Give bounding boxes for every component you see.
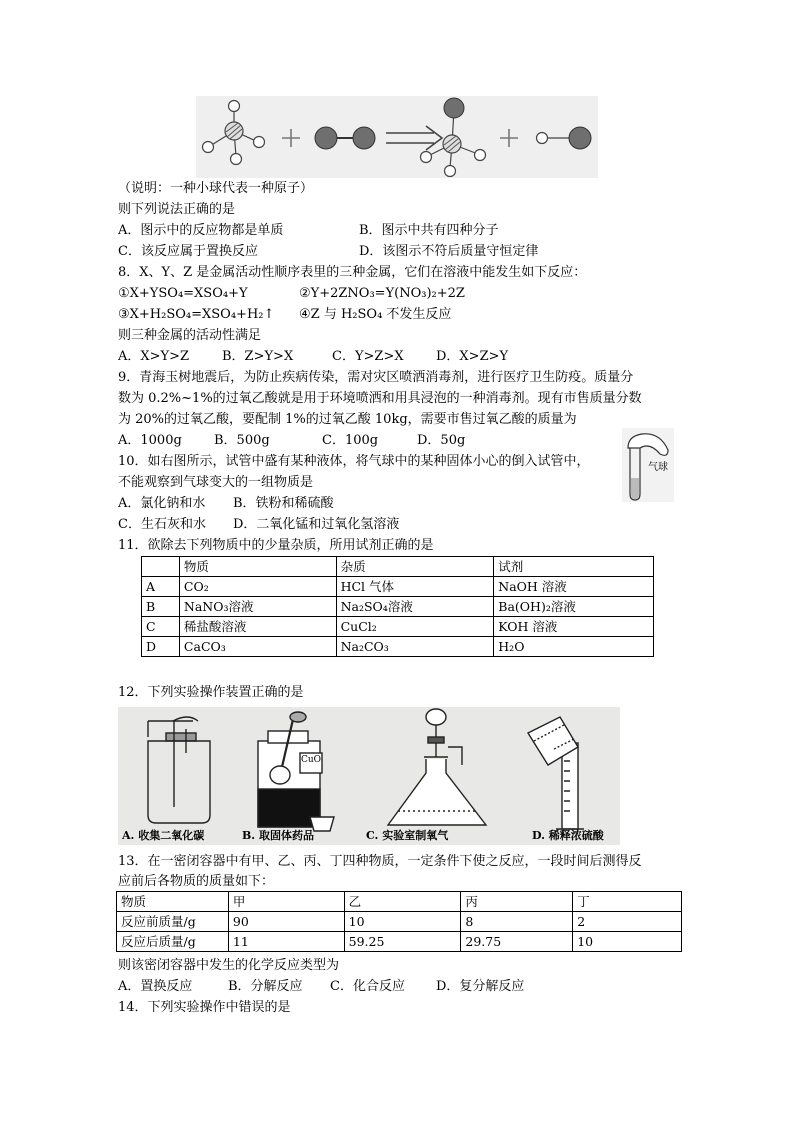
table-cell: KOH 溶液 xyxy=(494,617,654,637)
table-header-cell: 物质 xyxy=(179,557,336,577)
q13-option-c: C．化合反应 xyxy=(330,979,405,994)
molecule-reaction-figure xyxy=(196,96,598,178)
table-cell: 90 xyxy=(228,912,344,932)
table-cell: H₂O xyxy=(494,637,654,657)
table-row xyxy=(117,912,682,932)
table-header-cell: 丙 xyxy=(461,892,573,912)
q12-caption-d: D. 稀释浓硫酸 xyxy=(532,829,604,842)
table-cell: NaOH 溶液 xyxy=(494,577,654,597)
table-cell: C xyxy=(142,617,180,637)
q8-reaction-2: ②Y+2ZNO₃=Y(NO₃)₂+2Z xyxy=(299,286,465,301)
table-cell: B xyxy=(142,597,180,617)
q9-option-c: C．100g xyxy=(322,433,379,448)
table-cell: Na₂SO₄溶液 xyxy=(336,597,494,617)
q12-stem: 12．下列实验操作装置正确的是 xyxy=(118,685,304,700)
q11-table xyxy=(141,556,654,657)
q10-line-1: 10．如右图所示，试管中盛有某种液体，将气球中的某种固体小心的倒入试管中， xyxy=(118,454,590,469)
q13-line-1: 13．在一密闭容器中有甲、乙、丙、丁四种物质，一定条件下使之反应，一段时间后测得反 xyxy=(118,854,642,869)
q13-option-b: B．分解反应 xyxy=(228,979,303,994)
q10-line-2: 不能观察到气球变大的一组物质是 xyxy=(118,475,314,490)
q12-caption-c: C. 实验室制氧气 xyxy=(366,829,449,842)
q12-caption-b: B. 取固体药品 xyxy=(242,829,314,842)
table-cell: D xyxy=(142,637,180,657)
table-cell: 2 xyxy=(573,912,682,932)
table-header-cell: 丁 xyxy=(573,892,682,912)
table-cell: 11 xyxy=(228,932,344,952)
table-cell: 稀盐酸溶液 xyxy=(179,617,336,637)
table-cell: 反应后质量/g xyxy=(117,932,229,952)
balloon-label: 气球 xyxy=(648,462,668,473)
table-cell: 8 xyxy=(461,912,573,932)
q8-stem: 8．X、Y、Z 是金属活动性顺序表里的三种金属，它们在溶液中能发生如下反应： xyxy=(118,265,587,280)
q8-option-a: A．X>Y>Z xyxy=(118,349,190,364)
q8-option-b: B．Z>Y>X xyxy=(222,349,294,364)
q7-stem: 则下列说法正确的是 xyxy=(118,202,236,217)
table-cell: CaCO₃ xyxy=(179,637,336,657)
q8-option-c: C．Y>Z>X xyxy=(332,349,404,364)
q10-option-d: D．二氧化锰和过氧化氢溶液 xyxy=(233,517,400,532)
q10-option-b: B．铁粉和稀硫酸 xyxy=(233,496,334,511)
q7-option-d: D．该图示不符后质量守恒定律 xyxy=(359,244,539,259)
q11-stem: 11．欲除去下列物质中的少量杂质，所用试剂正确的是 xyxy=(118,538,434,553)
table-row xyxy=(142,577,654,597)
q13-option-d: D．复分解反应 xyxy=(436,979,525,994)
q9-option-a: A．1000g xyxy=(118,433,182,448)
table-row xyxy=(142,597,654,617)
table-header-cell: 乙 xyxy=(344,892,461,912)
table-cell: 反应前质量/g xyxy=(117,912,229,932)
q9-option-d: D．50g xyxy=(417,433,466,448)
q8-reaction-1: ①X+YSO₄=XSO₄+Y xyxy=(118,286,248,301)
table-row xyxy=(142,637,654,657)
q13-ask: 则该密闭容器中发生的化学反应类型为 xyxy=(118,958,340,973)
q12-caption-a: A. 收集二氧化碳 xyxy=(122,829,205,842)
table-cell: 10 xyxy=(344,912,461,932)
q13-option-a: A．置换反应 xyxy=(118,979,193,994)
q8-option-d: D．X>Z>Y xyxy=(436,349,509,364)
table-cell: NaNO₃溶液 xyxy=(179,597,336,617)
q14-stem: 14．下列实验操作中错误的是 xyxy=(118,1000,291,1015)
q9-line-2: 数为 0.2%~1%的过氧乙酸就是用于环境喷洒和用具浸泡的一种消毒剂。现有市售质量分数 xyxy=(118,391,642,406)
table-cell: Ba(OH)₂溶液 xyxy=(494,597,654,617)
q13-table xyxy=(116,891,682,952)
q9-line-1: 9．青海玉树地震后，为防止疾病传染，需对灾区喷洒消毒剂，进行医疗卫生防疫。质量分 xyxy=(118,370,634,385)
table-cell: CuCl₂ xyxy=(336,617,494,637)
table-header-cell xyxy=(142,557,180,577)
q7-option-a: A．图示中的反应物都是单质 xyxy=(118,223,284,238)
test-tube-balloon-figure xyxy=(622,428,674,502)
q8-reaction-3: ③X+H₂SO₄=XSO₄+H₂↑ xyxy=(118,307,275,322)
q7-option-b: B．图示中共有四种分子 xyxy=(359,223,499,238)
table-row xyxy=(117,932,682,952)
table-header-cell: 甲 xyxy=(228,892,344,912)
q9-option-b: B．500g xyxy=(214,433,270,448)
table-row xyxy=(142,617,654,637)
q9-line-3: 为 20%的过氧乙酸，要配制 1%的过氧乙酸 10kg，需要市售过氧乙酸的质量为 xyxy=(118,412,577,427)
lab-apparatus-figure xyxy=(118,707,620,845)
molecule-note: （说明：一种小球代表一种原子） xyxy=(118,181,314,196)
table-cell: HCl 气体 xyxy=(336,577,494,597)
table-cell: CO₂ xyxy=(179,577,336,597)
q10-option-c: C．生石灰和水 xyxy=(118,517,206,532)
table-header-row xyxy=(117,892,682,912)
table-cell: 10 xyxy=(573,932,682,952)
table-header-cell: 试剂 xyxy=(494,557,654,577)
table-cell: A xyxy=(142,577,180,597)
table-header-row xyxy=(142,557,654,577)
q7-option-c: C．该反应属于置换反应 xyxy=(118,244,258,259)
table-cell: 59.25 xyxy=(344,932,461,952)
q13-line-2: 应前后各物质的质量如下： xyxy=(118,874,275,889)
q8-ask: 则三种金属的活动性满足 xyxy=(118,328,262,343)
table-cell: 29.75 xyxy=(461,932,573,952)
q8-reaction-4: ④Z 与 H₂SO₄ 不发生反应 xyxy=(299,307,452,322)
table-header-cell: 杂质 xyxy=(336,557,494,577)
table-cell: Na₂CO₃ xyxy=(336,637,494,657)
table-header-cell: 物质 xyxy=(117,892,229,912)
cuo-bottle-label: CuO xyxy=(301,755,322,765)
q10-option-a: A．氯化钠和水 xyxy=(118,496,206,511)
